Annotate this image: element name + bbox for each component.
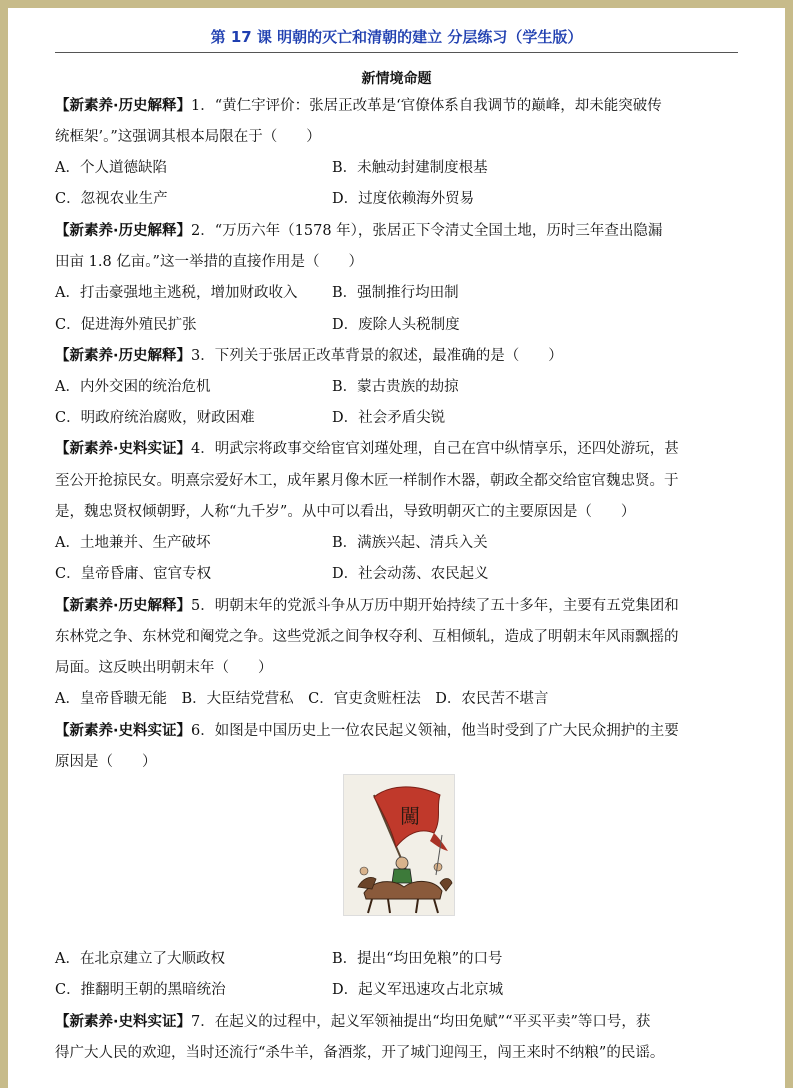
header-divider [55,52,738,53]
question-3-option-a: A．内外交困的统治危机 [55,379,211,395]
question-6-line-2: 原因是（ ） [55,754,157,770]
question-4-option-a: A．土地兼并、生产破坏 [55,535,211,551]
question-7-line-2: 得广大人民的欢迎，当时还流行“杀牛羊，备酒浆，开了城门迎闯王，闯王来时不纳粮”的民谣。 [55,1045,665,1061]
question-4-line-1: 【新素养·史料实证】4．明武宗将政事交给宦官刘瑾处理，自己在宫中纵情享乐，还四处游玩，甚 [55,441,679,457]
question-2-line-1: 【新素养·历史解释】2．“万历六年（1578 年），张居正下令清丈全国土地，历时三年查出隐漏 [55,223,663,239]
document-page [8,8,785,1088]
question-6-option-b: B．提出“均田免粮”的口号 [332,951,503,967]
question-5-options: A．皇帝昏聩无能 B．大臣结党营私 C．官吏贪赃枉法 D．农民苦不堪言 [55,691,549,707]
question-tag: 【新素养·历史解释】 [55,348,192,364]
question-4-option-d: D．社会动荡、农民起义 [332,566,489,582]
question-tag: 【新素养·历史解释】 [55,98,192,114]
question-6-option-a: A．在北京建立了大顺政权 [55,951,225,967]
question-1-line-2: 统框架’。”这强调其根本局限在于（ ） [55,129,321,145]
question-4-line-2: 至公开抢掠民女。明熹宗爱好木工，成年累月像木匠一样制作木器，朝政全都交给宦官魏忠贤。于 [55,473,679,489]
question-1-option-c: C．忽视农业生产 [55,191,168,207]
question-5-line-2: 东林党之争、东林党和阉党之争。这些党派之间争权夺利、互相倾轧，造成了明朝末年风雨飘摇的 [55,629,679,645]
question-tag: 【新素养·史料实证】 [55,1014,192,1030]
question-2-option-c: C．促进海外殖民扩张 [55,317,197,333]
question-4-option-c: C．皇帝昏庸、宦官专权 [55,566,212,582]
question-3-option-b: B．蒙古贵族的劫掠 [332,379,459,395]
question-3-option-d: D．社会矛盾尖锐 [332,410,446,426]
flag-character: 闖 [400,804,420,828]
rebel-leader-illustration [343,774,455,916]
question-7-line-1: 【新素养·史料实证】7．在起义的过程中，起义军领袖提出“均田免赋”“平买平卖”等口号，获 [55,1014,651,1030]
question-3-option-c: C．明政府统治腐败，财政困难 [55,410,255,426]
question-tag: 【新素养·历史解释】 [55,223,192,239]
question-6-option-d: D．起义军迅速攻占北京城 [332,982,504,998]
question-4-line-3: 是，魏忠贤权倾朝野，人称“九千岁”。从中可以看出，导致明朝灭亡的主要原因是（ ） [55,504,636,520]
question-tag: 【新素养·史料实证】 [55,723,192,739]
question-tag: 【新素养·史料实证】 [55,441,192,457]
question-2-option-d: D．废除人头税制度 [332,317,460,333]
question-1-line-1: 【新素养·历史解释】1．“黄仁宇评价：张居正改革是‘官僚体系自我调节的巅峰，却未能突破传 [55,98,662,114]
question-1-option-a: A．个人道德缺陷 [55,160,167,176]
question-5-line-1: 【新素养·历史解释】5．明朝末年的党派斗争从万历中期开始持续了五十多年，主要有五党集团和 [55,598,679,614]
question-2-line-2: 田亩 1.8 亿亩。”这一举措的直接作用是（ ） [55,254,363,270]
rebel-leader-drawing [344,775,454,915]
document-title: 第 17 课 明朝的灭亡和清朝的建立 分层练习（学生版） [210,28,583,46]
question-2-option-b: B．强制推行均田制 [332,285,459,301]
question-4-option-b: B．满族兴起、清兵入关 [332,535,488,551]
question-6-option-c: C．推翻明王朝的黑暗统治 [55,982,226,998]
question-6-line-1: 【新素养·史料实证】6．如图是中国历史上一位农民起义领袖，他当时受到了广大民众拥护的主要 [55,723,679,739]
question-tag: 【新素养·历史解释】 [55,598,192,614]
question-1-option-b: B．未触动封建制度根基 [332,160,488,176]
section-heading: 新情境命题 [361,71,432,87]
question-3-line-1: 【新素养·历史解释】3．下列关于张居正改革背景的叙述，最准确的是（ ） [55,348,563,364]
question-1-option-d: D．过度依赖海外贸易 [332,191,475,207]
question-5-line-3: 局面。这反映出明朝末年（ ） [55,660,273,676]
question-2-option-a: A．打击豪强地主逃税，增加财政收入 [55,285,298,301]
